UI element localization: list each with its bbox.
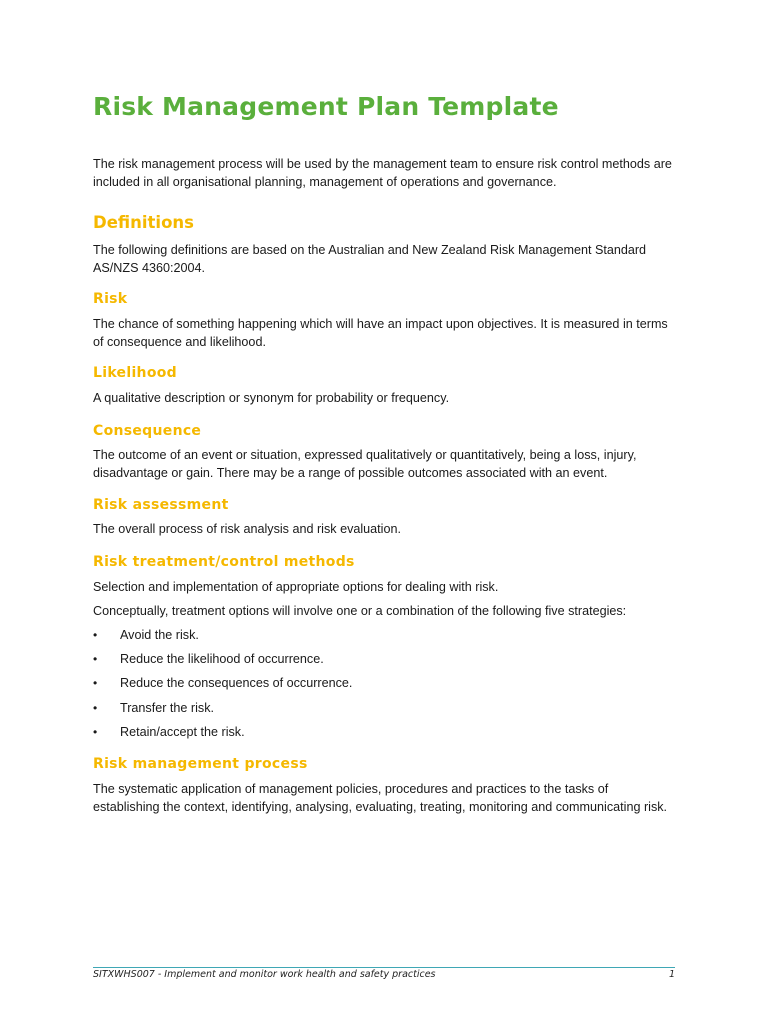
risk-heading: Risk xyxy=(93,291,128,307)
footer-divider xyxy=(93,967,675,968)
list-item-text: Retain/accept the risk. xyxy=(120,724,245,739)
document-page xyxy=(93,0,678,1024)
intro-paragraph: The risk management process will be used by the management team to ensure risk control methods are included in all organisational planning, management of operations and governance. xyxy=(93,157,672,189)
list-item-text: Reduce the likelihood of occurrence. xyxy=(120,652,324,667)
risk-treatment-strategies-intro: Conceptually, treatment options will involve one or a combination of the following five strategies: xyxy=(93,604,627,618)
risk-management-process-heading: Risk management process xyxy=(93,756,308,772)
bullet-icon: • xyxy=(93,652,98,667)
bullet-icon: • xyxy=(93,628,98,642)
list-item-text: Transfer the risk. xyxy=(120,700,215,715)
definitions-intro: The following definitions are based on the Australian and New Zealand Risk Management Standard AS/NZS 4360:2004. xyxy=(93,243,647,275)
list-item xyxy=(93,651,678,675)
definitions-heading: Definitions xyxy=(93,213,194,232)
list-item xyxy=(93,627,678,651)
list-item xyxy=(93,724,678,748)
consequence-definition: The outcome of an event or situation, expressed qualitatively or quantitatively, being a loss, injury, disadvantage or gain. There may be a range of possible outcomes associated with an event. xyxy=(93,448,637,480)
bullet-icon: • xyxy=(93,676,98,691)
document-title: Risk Management Plan Template xyxy=(93,92,559,121)
risk-assessment-heading: Risk assessment xyxy=(93,497,229,513)
list-item-text: Reduce the consequences of occurrence. xyxy=(120,676,353,691)
consequence-heading: Consequence xyxy=(93,423,202,439)
risk-management-process-definition: The systematic application of management policies, procedures and practices to the tasks of establishing the context, identifying, analysing, evaluating, treating, monitoring and communicating risk. xyxy=(93,782,668,814)
list-item xyxy=(93,700,678,724)
bullet-icon: • xyxy=(93,700,98,715)
likelihood-definition: A qualitative description or synonym for probability or frequency. xyxy=(93,391,450,405)
risk-definition: The chance of something happening which will have an impact upon objectives. It is measured in terms of consequence and likelihood. xyxy=(93,317,668,349)
bullet-icon: • xyxy=(93,724,98,739)
treatment-strategies-list xyxy=(93,627,678,748)
footer-unit-title: SITXWHS007 - Implement and monitor work health and safety practices xyxy=(93,969,436,980)
likelihood-heading: Likelihood xyxy=(93,365,177,381)
list-item-text: Avoid the risk. xyxy=(120,628,199,642)
risk-assessment-definition: The overall process of risk analysis and risk evaluation. xyxy=(93,522,401,536)
list-item xyxy=(93,675,678,699)
risk-treatment-definition: Selection and implementation of appropriate options for dealing with risk. xyxy=(93,580,499,594)
risk-treatment-heading: Risk treatment/control methods xyxy=(93,554,355,570)
footer-page-number: 1 xyxy=(668,969,675,980)
